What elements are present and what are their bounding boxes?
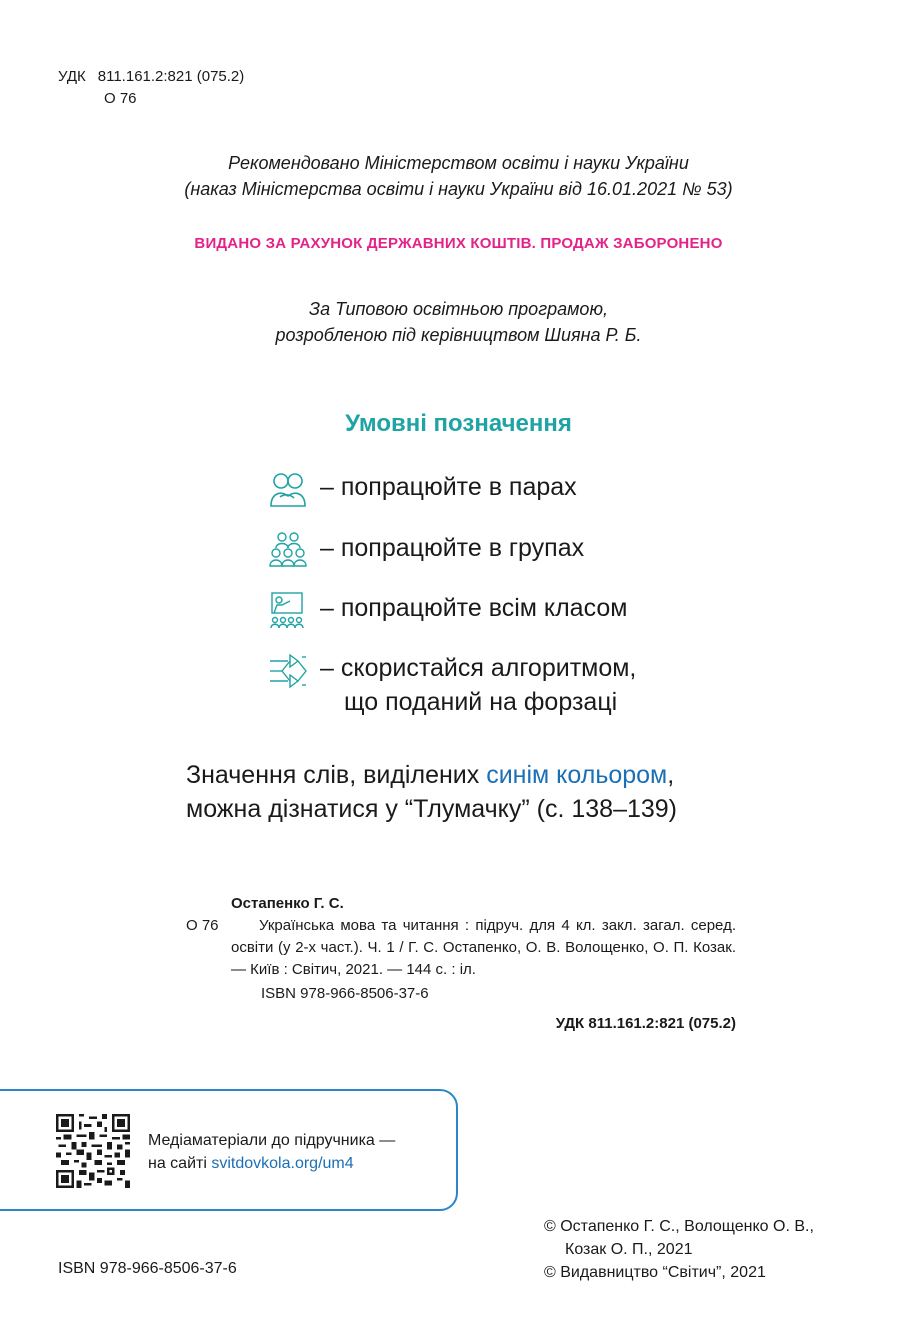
copyright xyxy=(544,1215,814,1284)
copyright-line3: © Видавництво “Світич”, 2021 xyxy=(544,1264,766,1281)
legend-item-algorithm xyxy=(268,651,636,719)
legend-text-pairs: – попрацюйте в парах xyxy=(320,473,577,501)
bib-isbn: ISBN 978-966-8506-37-6 xyxy=(261,985,429,1002)
meaning-part2: , xyxy=(667,761,675,789)
group-icon xyxy=(268,531,308,571)
meaning-part1: Значення слів, виділених xyxy=(186,761,487,789)
udk-shelf-code: О 76 xyxy=(104,90,137,107)
recommendation-line2: (наказ Міністерства освіти і науки України від 16.01.2021 № 53) xyxy=(184,179,733,199)
algorithm-icon xyxy=(268,651,308,691)
word-meaning-note xyxy=(186,758,677,826)
bib-code: О 76 xyxy=(186,917,219,934)
class-icon xyxy=(268,591,308,631)
qr-code-icon[interactable] xyxy=(56,1114,130,1188)
program-note xyxy=(0,296,917,348)
meaning-highlight: синім кольором xyxy=(486,761,668,789)
legend-text-algorithm: – скористайся алгоритмом, xyxy=(320,654,637,682)
program-line2: розробленою під керівництвом Шияна Р. Б. xyxy=(275,325,642,345)
bib-text: Українська мова та читання : підруч. для 4 кл. закл. загал. серед. освіти (у 2-х част.). Ч. 1 / Г. С. Остапенко, О. В. Волощенко, О. П. Козак. — Київ : Світич, 2021. — 144 с. : іл. xyxy=(231,917,736,978)
meaning-line2: можна дізнатися у “Тлумачку” (с. 138–139) xyxy=(186,795,678,823)
legend-item-pairs xyxy=(268,470,577,510)
media-link[interactable]: svitdovkola.org/um4 xyxy=(211,1155,354,1172)
media-line2-prefix: на сайті xyxy=(148,1155,212,1172)
recommendation-line1: Рекомендовано Міністерством освіти і науки України xyxy=(228,153,689,173)
recommendation xyxy=(0,150,917,202)
copyright-line1: © Остапенко Г. С., Волощенко О. В., xyxy=(544,1218,814,1235)
media-materials-note xyxy=(148,1129,395,1175)
udk-code: 811.161.2:821 (075.2) xyxy=(97,68,245,85)
pair-icon xyxy=(268,470,308,510)
legend-title: Умовні позначення xyxy=(345,410,572,437)
bibliographic-record xyxy=(186,893,736,1035)
program-line1: За Типовою освітньою програмою, xyxy=(309,299,608,319)
udk-header xyxy=(58,66,244,110)
copyright-line2: Козак О. П., 2021 xyxy=(565,1241,693,1258)
legend-item-groups xyxy=(268,531,584,571)
isbn-bottom: ISBN 978-966-8506-37-6 xyxy=(58,1260,237,1277)
legend-text-class: – попрацюйте всім класом xyxy=(320,594,628,622)
udk-label: УДК xyxy=(58,68,86,85)
legend-item-class xyxy=(268,591,627,631)
legend-text-algorithm-line2: що поданий на форзаці xyxy=(344,688,618,716)
state-funds-warning: ВИДАНО ЗА РАХУНОК ДЕРЖАВНИХ КОШТІВ. ПРОДАЖ ЗАБОРОНЕНО xyxy=(194,235,723,252)
media-line1: Медіаматеріали до підручника — xyxy=(148,1132,396,1149)
bib-author: Остапенко Г. С. xyxy=(231,895,344,912)
legend-text-groups: – попрацюйте в групах xyxy=(320,534,585,562)
bib-udk: УДК 811.161.2:821 (075.2) xyxy=(555,1015,736,1032)
